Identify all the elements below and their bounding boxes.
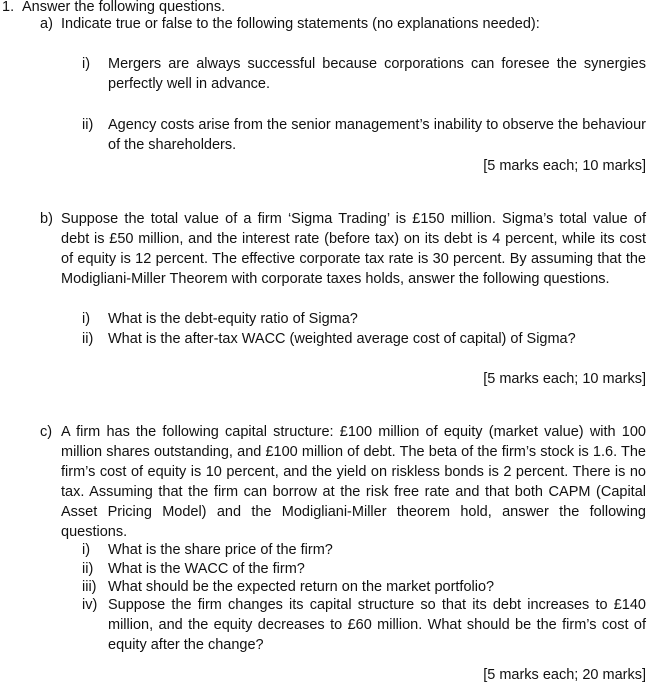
part-a-statement-1: [82, 54, 646, 94]
part-b: [40, 209, 646, 289]
part-c: [40, 422, 646, 542]
statement-text: Agency costs arise from the senior management’s inability to observe the behaviour of the shareholders.: [108, 117, 646, 153]
statement-number: i): [82, 56, 91, 72]
part-c-question-4: [82, 595, 646, 655]
question-item-text: What should be the expected return on the market portfolio?: [108, 579, 495, 595]
question-item-number: iv): [82, 597, 98, 613]
part-c-label: c): [40, 424, 53, 440]
part-b-label: b): [40, 211, 53, 227]
question-number: 1.: [2, 0, 15, 15]
part-a-marks: [5 marks each; 10 marks]: [483, 158, 646, 174]
question-item-text: Suppose the firm changes its capital structure so that its debt increases to £140 million, and the equity decreases to £60 million. What should be the firm’s cost of equity after the change?: [108, 597, 646, 653]
question-item-number: ii): [82, 331, 94, 347]
part-c-question-2: [82, 559, 646, 579]
statement-number: ii): [82, 117, 94, 133]
question-item-number: i): [82, 542, 91, 558]
question-title: Answer the following questions.: [22, 0, 226, 15]
part-b-marks: [5 marks each; 10 marks]: [483, 371, 646, 387]
question-item-number: i): [82, 311, 91, 327]
part-a-label: a): [40, 16, 53, 32]
part-c-prompt: A firm has the following capital structure: £100 million of equity (market value) with 100 million shares outstanding, and £100 million of debt. The beta of the firm’s stock is 1.6. The firm’s cost of equity is 10 percent, and the yield on riskless bonds is 2 percent. There is no tax. Assuming that the firm can borrow at the risk free rate and that both CAPM (Capital Asset Pricing Model) and the Modigliani-Miller theorem hold, answer the following questions.: [61, 424, 646, 540]
question-item-number: iii): [82, 579, 97, 595]
question-item-text: What is the share price of the firm?: [108, 542, 333, 558]
part-c-question-1: [82, 540, 646, 560]
part-c-marks: [5 marks each; 20 marks]: [483, 667, 646, 683]
part-b-question-2: [82, 329, 646, 349]
part-b-question-1: [82, 309, 646, 329]
part-b-prompt: Suppose the total value of a firm ‘Sigma Trading’ is £150 million. Sigma’s total value of debt is £50 million, and the interest rate (before tax) on its debt is 4 percent, while its cost of equity is 12 percent. The effective corporate tax rate is 30 percent. By assuming that the Modigliani-Miller Theorem with corporate taxes holds, answer the following questions.: [61, 211, 646, 287]
part-c-question-3: [82, 577, 646, 597]
part-a-prompt: Indicate true or false to the following statements (no explanations needed):: [61, 16, 540, 32]
question-item-number: ii): [82, 561, 94, 577]
question-item-text: What is the after-tax WACC (weighted average cost of capital) of Sigma?: [108, 331, 576, 347]
question-item-text: What is the debt-equity ratio of Sigma?: [108, 311, 358, 327]
part-a-statement-2: [82, 115, 646, 155]
question-item-text: What is the WACC of the firm?: [108, 561, 305, 577]
statement-text: Mergers are always successful because corporations can foresee the synergies perfectly well in advance.: [108, 56, 646, 92]
